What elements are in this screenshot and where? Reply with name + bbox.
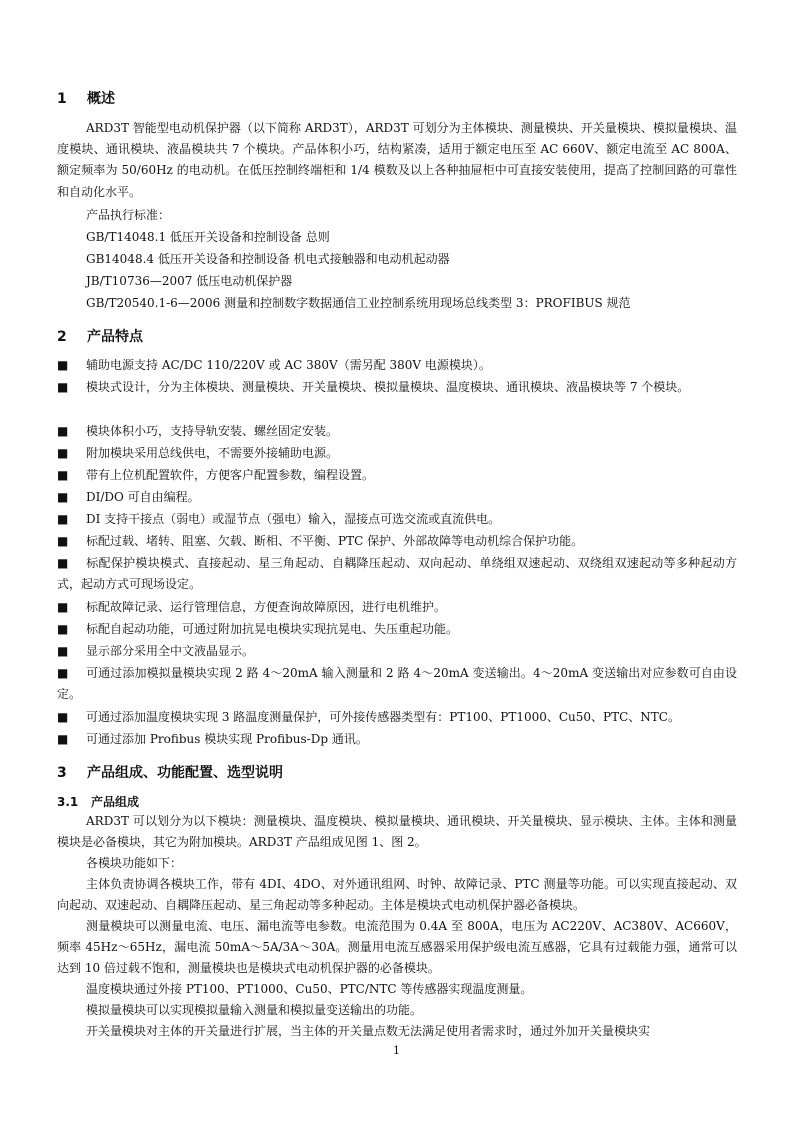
feature-item [57, 707, 737, 728]
feature-item [57, 597, 737, 618]
feature-text: DI 支持干接点（弱电）或湿节点（强电）输入，湿接点可选交流或直流供电。 [86, 512, 501, 526]
feature-text: 标配过载、堵转、阻塞、欠载、断相、不平衡、PTC 保护、外部故障等电动机综合保护功能。 [86, 534, 584, 548]
bullet-square-icon: ■ [57, 710, 69, 724]
section-2-heading [57, 326, 143, 346]
bullet-square-icon: ■ [57, 666, 69, 680]
subsection-number: 3.1 [57, 795, 79, 809]
feature-text: 模块体积小巧，支持导轨安装、螺丝固定安装。 [86, 424, 339, 438]
bullet-square-icon: ■ [57, 556, 69, 570]
feature-item [57, 641, 737, 662]
subsection-3-1-heading [57, 793, 139, 810]
section-title: 产品组成、功能配置、选型说明 [87, 765, 283, 781]
section-number: 1 [57, 91, 67, 107]
section-title: 概述 [87, 91, 115, 107]
feature-text: 标配故障记录、运行管理信息，方便查询故障原因，进行电机维护。 [86, 600, 447, 614]
bullet-square-icon: ■ [57, 512, 69, 526]
feature-item [57, 465, 737, 486]
feature-item [57, 509, 737, 530]
feature-text: 模块式设计，分为主体模块、测量模块、开关量模块、模拟量模块、温度模块、通讯模块、液晶模块等 7 个模块。 [86, 380, 690, 394]
module-functions-intro: 各模块功能如下： [86, 856, 183, 870]
composition-paragraph: ARD3T 可以划分为以下模块：测量模块、温度模块、模拟量模块、通讯模块、开关量模块、显示模块、主体。主体和测量模块是必备模块，其它为附加模块。ARD3T 产品组成见图 1、图 2。 [57, 814, 737, 850]
feature-item [57, 355, 737, 376]
feature-text: 标配自起动功能，可通过附加抗晃电模块实现抗晃电、失压重起功能。 [86, 622, 459, 636]
subsection-title: 产品组成 [91, 795, 140, 809]
switch-module-paragraph: 开关量模块对主体的开关量进行扩展，当主体的开关量点数无法满足使用者需求时，通过外加开关量模块实 [86, 1024, 651, 1038]
analog-module-paragraph: 模拟量模块可以实现模拟量输入测量和模拟量变送输出的功能。 [86, 1003, 423, 1017]
section-number: 3 [57, 765, 67, 781]
feature-text: 辅助电源支持 AC/DC 110/220V 或 AC 380V（需另配 380V 电源模块）。 [86, 358, 491, 372]
standards-label: 产品执行标准： [86, 208, 171, 222]
feature-text: DI/DO 可自由编程。 [86, 490, 200, 504]
bullet-square-icon: ■ [57, 468, 69, 482]
feature-text: 可通过添加 Profibus 模块实现 Profibus-Dp 通讯。 [86, 732, 368, 746]
feature-text: 可通过添加温度模块实现 3 路温度测量保护，可外接传感器类型有：PT100、PT1000、Cu50、PTC、NTC。 [86, 710, 680, 724]
bullet-square-icon: ■ [57, 424, 69, 438]
bullet-square-icon: ■ [57, 534, 69, 548]
feature-text: 附加模块采用总线供电，不需要外接辅助电源。 [86, 446, 339, 460]
feature-text: 显示部分采用全中文液晶显示。 [86, 644, 255, 658]
section-3-heading [57, 762, 283, 782]
feature-text: 标配保护模块模式、直接起动、星三角起动、自耦降压起动、双向起动、单绕组双速起动、双绕组双速起动等多种起动方式，起动方式可现场设定。 [57, 556, 737, 592]
feature-item [57, 729, 737, 750]
main-module-paragraph: 主体负责协调各模块工作，带有 4DI、4DO、对外通讯组网、时钟、故障记录、PTC 测量等功能。可以实现直接起动、双向起动、双速起动、自耦降压起动、星三角起动等多种起动。主体是模块式电动机保护器必备模块。 [57, 877, 737, 913]
feature-item [57, 663, 737, 705]
bullet-square-icon: ■ [57, 644, 69, 658]
bullet-square-icon: ■ [57, 380, 69, 394]
feature-item [57, 421, 737, 442]
bullet-square-icon: ■ [57, 358, 69, 372]
measurement-module-paragraph: 测量模块可以测量电流、电压、漏电流等电参数。电流范围为 0.4A 至 800A，电压为 AC220V、AC380V、AC660V，频率 45Hz～65Hz，漏电流 50mA～5A/3A～30A。测量用电流互感器采用保护级电流互感器，它具有过载能力强，通常可以达到 10 倍过载不饱和，测量模块也是模块式电动机保护器的必备模块。 [57, 919, 737, 976]
bullet-square-icon: ■ [57, 600, 69, 614]
overview-paragraph: ARD3T 智能型电动机保护器（以下简称 ARD3T），ARD3T 可划分为主体模块、测量模块、开关量模块、模拟量模块、温度模块、通讯模块、液晶模块共 7 个模块。产品体积小巧，结构紧凑，适用于额定电压至 AC 660V、额定电流至 AC 800A、额定频率为 50/60Hz 的电动机。在低压控制终端柜和 1/4 模数及以上各种抽屉柜中可直接安装使用，提高了控制回路的可靠性和自动化水平。 [57, 121, 737, 199]
feature-item [57, 553, 737, 595]
standard-item: GB/T20540.1-6—2006 测量和控制数字数据通信工业控制系统用现场总线类型 3：PROFIBUS 规范 [86, 296, 631, 310]
feature-text: 带有上位机配置软件，方便客户配置参数，编程设置。 [86, 468, 375, 482]
section-number: 2 [57, 329, 67, 345]
temperature-module-paragraph: 温度模块通过外接 PT100、PT1000、Cu50、PTC/NTC 等传感器实现温度测量。 [86, 982, 533, 996]
bullet-square-icon: ■ [57, 446, 69, 460]
bullet-square-icon: ■ [57, 732, 69, 746]
feature-item [57, 443, 737, 464]
bullet-square-icon: ■ [57, 490, 69, 504]
standard-item: GB/T14048.1 低压开关设备和控制设备 总则 [86, 230, 330, 244]
page-number: 1 [393, 1044, 400, 1057]
section-title: 产品特点 [87, 329, 143, 345]
feature-item [57, 487, 737, 508]
standard-item: JB/T10736—2007 低压电动机保护器 [86, 274, 293, 288]
feature-text: 可通过添加模拟量模块实现 2 路 4～20mA 输入测量和 2 路 4～20mA 变送输出。4～20mA 变送输出对应参数可自由设定。 [57, 666, 737, 702]
feature-item [57, 619, 737, 640]
bullet-square-icon: ■ [57, 622, 69, 636]
feature-item [57, 531, 737, 552]
section-1-heading [57, 88, 115, 108]
standard-item: GB14048.4 低压开关设备和控制设备 机电式接触器和电动机起动器 [86, 252, 450, 266]
feature-item [57, 377, 737, 398]
